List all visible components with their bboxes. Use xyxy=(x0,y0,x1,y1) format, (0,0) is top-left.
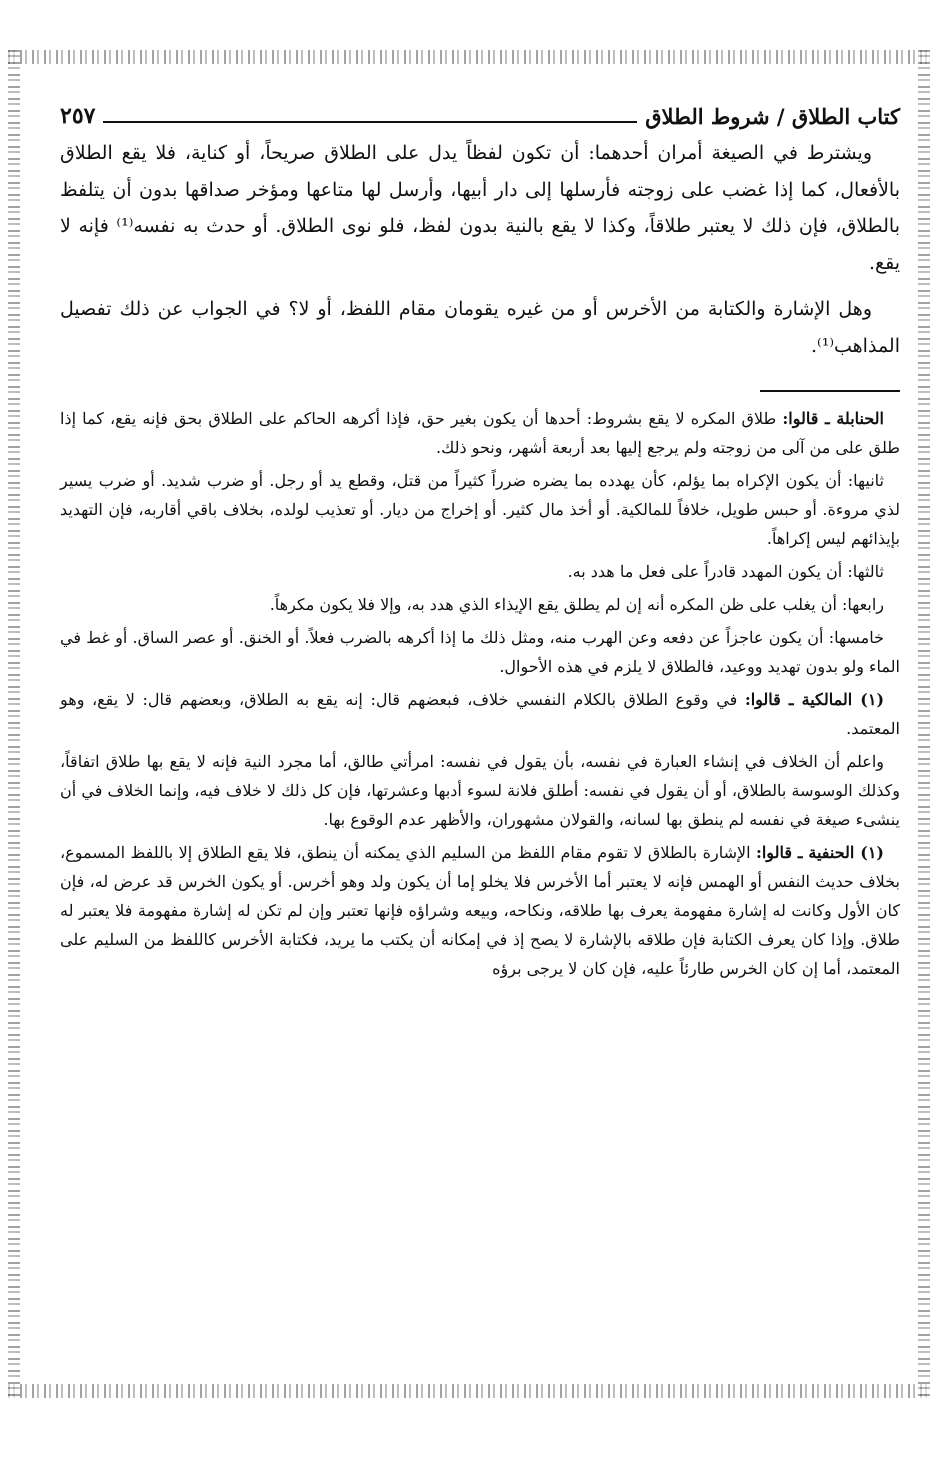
main-paragraph: ويشترط في الصيغة أمران أحدهما: أن تكون لفظاً يدل على الطلاق صريحاً، أو كناية، فلا يقع الطلاق بالأفعال، كما إذا غضب على زوجته فأرسلها إلى دار أبيها، وأرسل لها متاعها ومؤخر صداقها بدون أن يتلفظ بالطلاق، فإن ذلك لا يعتبر طلاقاً، وكذا لا يقع بالنية بدون لفظ، فلو نوى الطلاق. أو حدث به نفسه⁽¹⁾ فإنه لا يقع. xyxy=(60,142,900,274)
footnote-paragraph: (١) المالكية ـ قالوا: في وقوع الطلاق بالكلام النفسي خلاف، فبعضهم قال: إنه يقع به الطلاق، وبعضهم قال: لا يقع، وهو المعتمد. xyxy=(60,690,900,738)
page-number: ٢٥٧ xyxy=(60,103,96,129)
footnote-lead: الحنابلة ـ قالوا: xyxy=(782,409,885,428)
main-text xyxy=(60,135,900,364)
main-paragraph: وهل الإشارة والكتابة من الأخرس أو من غيره يقومان مقام اللفظ، أو لا؟ في الجواب عن ذلك تفصيل المذاهب⁽¹⁾. xyxy=(60,298,900,357)
footnote-lead: (١) الحنفية ـ قالوا: xyxy=(755,843,884,862)
ornamental-border-bottom xyxy=(8,1384,930,1398)
footnote-paragraph: خامسها: أن يكون عاجزاً عن دفعه وعن الهرب منه، ومثل ذلك ما إذا أكرهه بالضرب فعلاً. أو الخنق. أو عصر الساق. أو غط في الماء ولو بدون تهديد ووعيد، فالطلاق لا يلزم في هذه الأحوال. xyxy=(60,628,900,676)
page-content xyxy=(60,95,900,987)
ornamental-border-left xyxy=(8,50,20,1398)
footnote-paragraph: ثالثها: أن يكون المهدد قادراً على فعل ما هدد به. xyxy=(567,562,884,581)
ornamental-border-right xyxy=(918,50,930,1398)
footnote-lead: (١) المالكية ـ قالوا: xyxy=(744,690,885,709)
header-title: كتاب الطلاق / شروط الطلاق xyxy=(645,104,900,129)
running-header xyxy=(60,95,900,129)
footnote-paragraph: واعلم أن الخلاف في إنشاء العبارة في نفسه، بأن يقول في نفسه: امرأتي طالق، أما مجرد النية فإنه لا يقع بها طلاق اتفاقاً، وكذلك الوسوسة بالطلاق، أو أن يقول في نفسه: أطلق فلانة لسوء أدبها وعشرتها، فإن كل ذلك لا خلاف فيه، وإنما الخلاف في أن ينشىء صيغة في نفسه لم ينطق بها لسانه، والقولان مشهوران، والأظهر عدم الوقوع بها. xyxy=(60,752,900,829)
ornamental-border-top xyxy=(8,50,930,64)
footnotes xyxy=(60,404,900,983)
footnote-paragraph: رابعها: أن يغلب على ظن المكره أنه إن لم يطلق يقع الإيذاء الذي هدد به، وإلا فلا يكون مكرهاً. xyxy=(269,595,884,614)
footnote-separator xyxy=(760,390,900,392)
footnote-paragraph: الحنابلة ـ قالوا: طلاق المكره لا يقع بشروط: أحدها أن يكون بغير حق، فإذا أكرهه الحاكم على الطلاق بحق فإنه يقع، كما إذا طلق على من آلى من زوجته ولم يرجع إليها بعد أربعة أشهر، ونحو ذلك. xyxy=(60,409,900,457)
header-rule xyxy=(103,121,637,123)
footnote-paragraph: ثانيها: أن يكون الإكراه بما يؤلم، كأن يهدده بما يضره ضرراً كثيراً من قتل، وقطع يد أو رجل. أو ضرب شديد. أو ضرب يسير لذي مروءة. أو حبس طويل، خلافاً للمالكية. أو أخذ مال كثير. أو إخراج من ديار. أو تعذيب لولده، بخلاف باقي أقاربه، فإن التهديد بإيذائهم ليس إكراهاً. xyxy=(60,471,901,548)
footnote-paragraph: (١) الحنفية ـ قالوا: الإشارة بالطلاق لا تقوم مقام اللفظ من السليم الذي يمكنه أن ينطق، فلا يقع الطلاق إلا باللفظ المسموع، بخلاف حديث النفس أو الهمس فإنه لا يعتبر أما الأخرس فلا يخلو إما أن يكون ولد وهو أخرس. أو يكون الخرس قد عرض له، فإن كان الأول وكانت له إشارة مفهومة يعرف بها طلاقه، ونكاحه، وبيعه وشراؤه فإنها تعتبر وإن لم تكن له إشارة مفهومة فلا يعتبر له طلاق. وإذا كان يعرف الكتابة فإن طلاقه بالإشارة لا يصح إذ في إمكانه أن يكتب ما يريد، فكتابة الأخرس كاللفظ من السليم على المعتمد، أما إن كان الخرس طارئاً عليه، فإن كان لا يرجى برؤه xyxy=(60,843,901,978)
